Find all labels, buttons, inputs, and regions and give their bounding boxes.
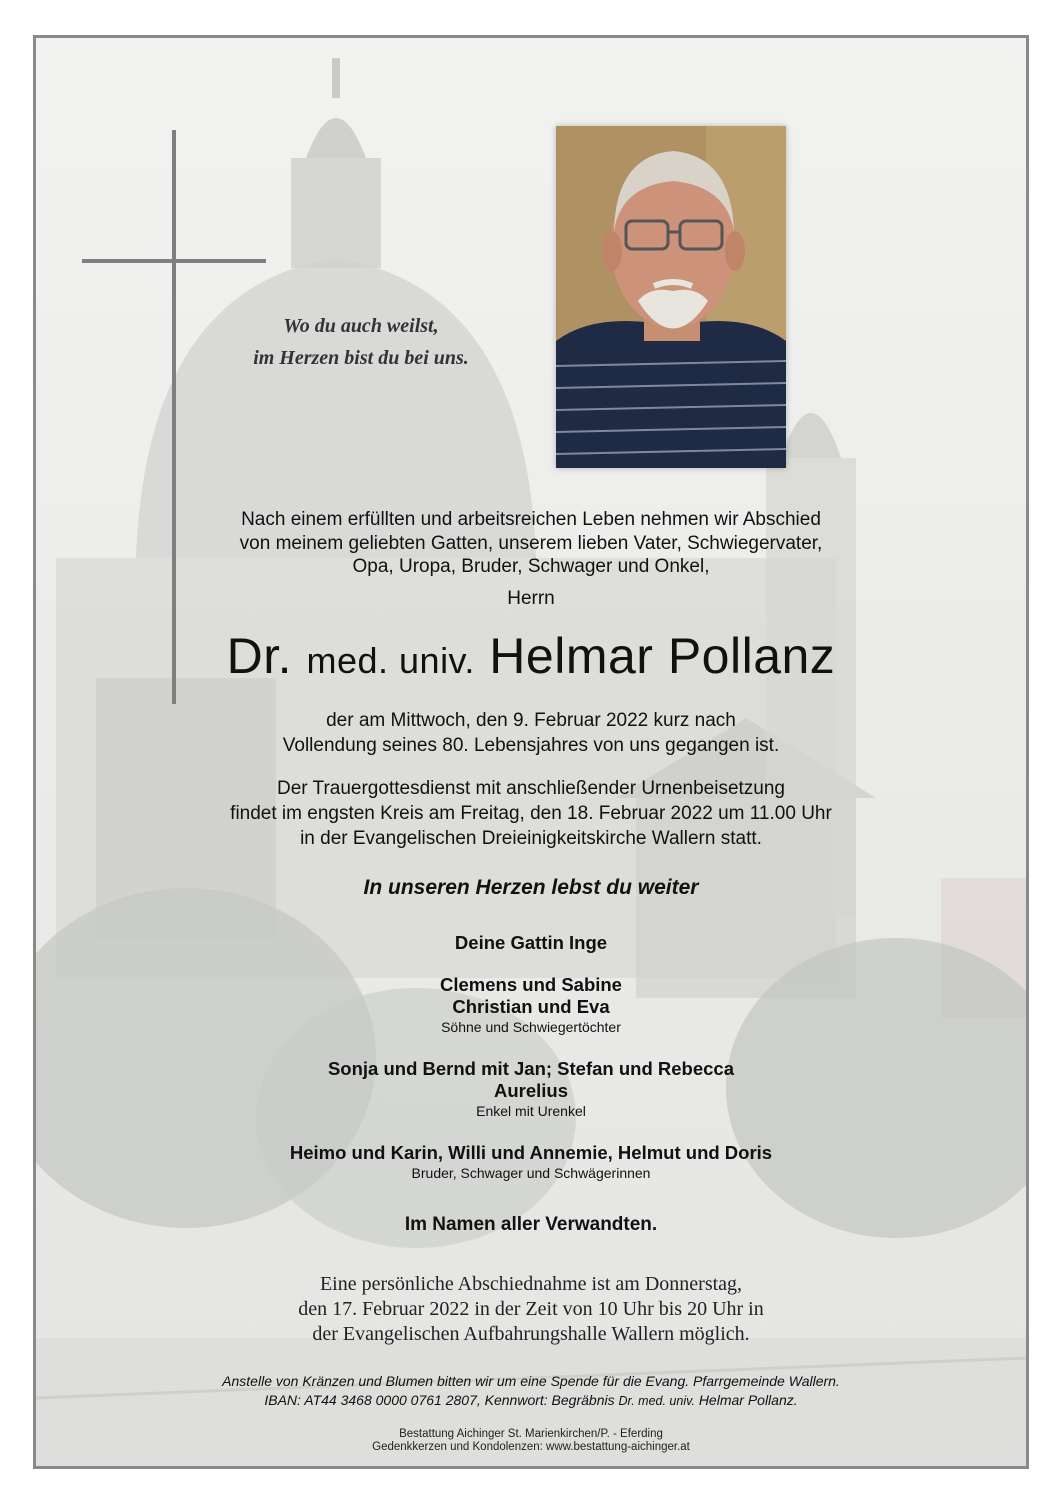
donation-request: [36, 1372, 1026, 1411]
funeral-service-info: [36, 776, 1026, 851]
death-line-2: Vollendung seines 80. Lebensjahres von uns gegangen ist.: [282, 735, 780, 756]
donation-line-1: Anstelle von Kränzen und Blumen bitten wir um eine Spende für die Evang. Pfarrgemeinde Wallern.: [222, 1373, 840, 1389]
deceased-name-heading: [36, 628, 1026, 689]
grandchildren-line-2: Aurelius: [493, 1080, 569, 1101]
viewing-info: [36, 1272, 1026, 1347]
cross-vertical-bar: [172, 130, 176, 704]
donation-iban: IBAN: AT44 3468 0000 0761 2807, Kennwort: Begräbnis: [264, 1392, 615, 1408]
undertaker-line-1: Bestattung Aichinger St. Marienkirchen/P. - Eferding: [399, 1428, 663, 1440]
children-line-2: Christian und Eva: [452, 996, 610, 1017]
motto: In unseren Herzen lebst du weiter: [363, 876, 699, 899]
service-line-1: Der Trauergottesdienst mit anschließender Urnenbeisetzung: [277, 778, 785, 799]
undertaker-line-2: Gedenkkerzen und Kondolenzen: www.bestattung-aichinger.at: [372, 1441, 690, 1453]
intro-line-1: Nach einem erfüllten und arbeitsreichen Leben nehmen wir Abschied: [241, 509, 821, 530]
salutation: Herrn: [507, 588, 555, 609]
siblings-role: Bruder, Schwager und Schwägerinnen: [411, 1165, 651, 1181]
mourner-wife: Deine Gattin Inge: [454, 932, 608, 953]
donation-title: Dr. med. univ.: [618, 1394, 695, 1408]
mourner-siblings: [36, 1142, 1026, 1182]
deceased-name: Helmar Pollanz: [489, 628, 836, 684]
service-line-2: findet im engsten Kreis am Freitag, den 18. Februar 2022 um 11.00 Uhr: [230, 803, 832, 824]
children-line-1: Clemens und Sabine: [440, 974, 622, 995]
children-role: Söhne und Schwiegertöchter: [441, 1019, 621, 1035]
siblings-line: Heimo und Karin, Willi und Annemie, Helmut und Doris: [289, 1142, 773, 1163]
death-notice: [36, 708, 1026, 758]
quote-line-2: im Herzen bist du bei uns.: [253, 347, 469, 369]
cross-horizontal-bar: [82, 259, 266, 263]
grandchildren-line-1: Sonja und Bernd mit Jan; Stefan und Rebecca: [327, 1058, 735, 1079]
intro-line-2: von meinem geliebten Gatten, unserem lieben Vater, Schwiegervater,: [239, 532, 823, 554]
donation-name: Helmar Pollanz.: [698, 1392, 798, 1408]
deceased-title-med: med. univ.: [306, 640, 475, 681]
viewing-line-2: den 17. Februar 2022 in der Zeit von 10 Uhr bis 20 Uhr in: [298, 1298, 764, 1320]
memorial-quote: [196, 310, 526, 374]
deceased-title-dr: Dr.: [226, 628, 293, 684]
mourner-grandchildren: [36, 1058, 1026, 1120]
portrait-photo: [556, 126, 786, 468]
donation-line-2: [36, 1391, 1026, 1411]
death-line-1: der am Mittwoch, den 9. Februar 2022 kurz nach: [326, 710, 736, 731]
service-line-3: in der Evangelischen Dreieinigkeitskirche Wallern statt.: [300, 828, 762, 849]
undertaker-info: [36, 1428, 1026, 1454]
obituary-card: [33, 35, 1029, 1469]
quote-line-1: Wo du auch weilst,: [283, 315, 439, 337]
mourner-children: [36, 974, 1026, 1036]
intro-line-3: Opa, Uropa, Bruder, Schwager und Onkel,: [352, 556, 710, 577]
mourners-closing: Im Namen aller Verwandten.: [404, 1214, 658, 1235]
viewing-line-1: Eine persönliche Abschiednahme ist am Donnerstag,: [319, 1273, 743, 1295]
intro-text: [36, 508, 1026, 579]
viewing-line-3: der Evangelischen Aufbahrungshalle Wallern möglich.: [312, 1323, 750, 1345]
grandchildren-role: Enkel mit Urenkel: [476, 1103, 586, 1119]
